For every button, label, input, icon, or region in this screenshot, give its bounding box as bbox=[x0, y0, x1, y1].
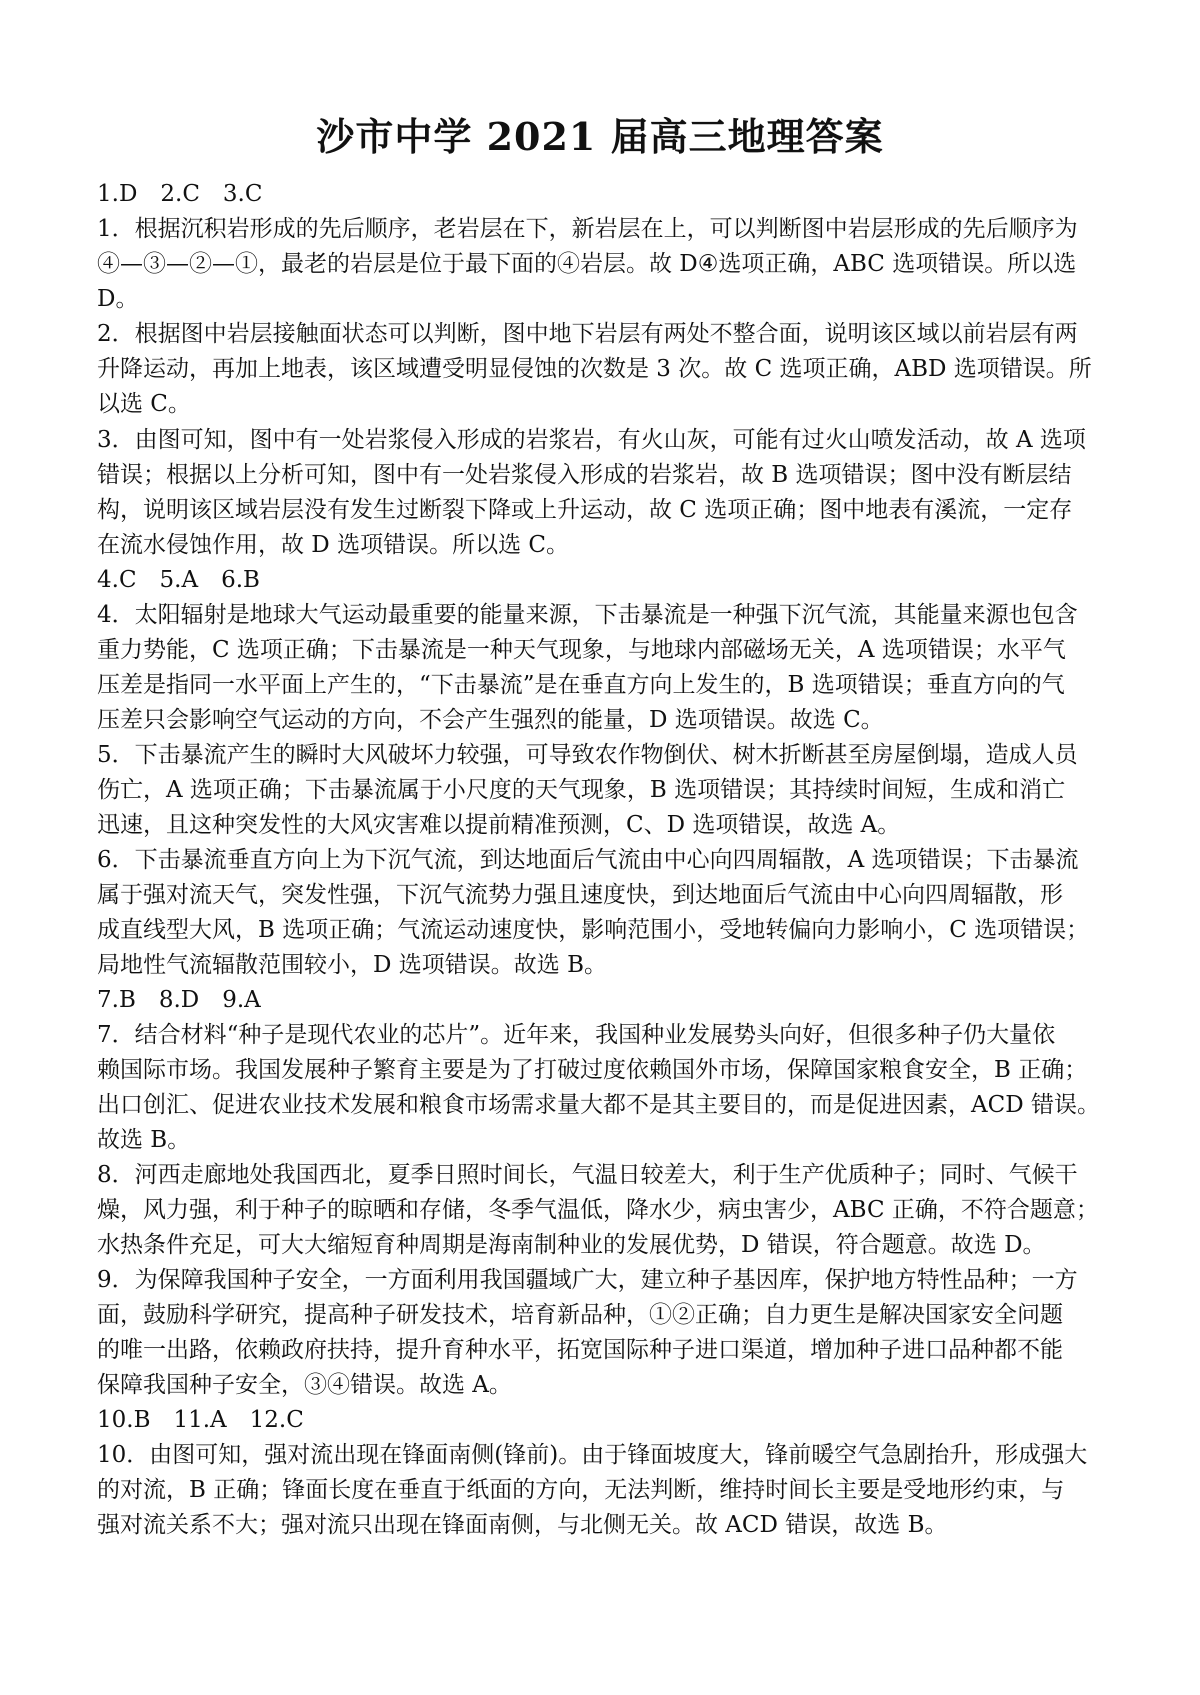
explanation-line: 面，鼓励科学研究，提高种子研发技术，培育新品种，①②正确；自力更生是解决国家安全问题 bbox=[97, 1302, 1063, 1328]
answer-key-line: 7.B 8.D 9.A bbox=[97, 987, 261, 1013]
explanation-line: 压差只会影响空气运动的方向，不会产生强烈的能量，D 选项错误。故选 C。 bbox=[97, 707, 884, 733]
explanation-line: 伤亡，A 选项正确；下击暴流属于小尺度的天气现象，B 选项错误；其持续时间短，生成和消亡 bbox=[97, 777, 1066, 803]
explanation-line: 以选 C。 bbox=[97, 391, 191, 417]
explanation-line: 2．根据图中岩层接触面状态可以判断，图中地下岩层有两处不整合面，说明该区域以前岩层有两 bbox=[97, 321, 1078, 347]
explanation-line: 重力势能，C 选项正确；下击暴流是一种天气现象，与地球内部磁场无关，A 选项错误；水平气 bbox=[97, 637, 1066, 663]
explanation-line: 赖国际市场。我国发展种子繁育主要是为了打破过度依赖国外市场，保障国家粮食安全，B 正确； bbox=[97, 1057, 1088, 1083]
explanation-line: ④—③—②—①，最老的岩层是位于最下面的④岩层。故 D④选项正确，ABC 选项错误。所以选 bbox=[97, 251, 1077, 277]
explanation-line: 属于强对流天气，突发性强，下沉气流势力强且速度快，到达地面后气流由中心向四周辐散，形 bbox=[97, 882, 1063, 908]
explanation-line: 故选 B。 bbox=[97, 1127, 191, 1153]
explanation-line: 强对流关系不大；强对流只出现在锋面南侧，与北侧无关。故 ACD 错误，故选 B。 bbox=[97, 1512, 948, 1538]
answer-key-line: 10.B 11.A 12.C bbox=[97, 1407, 304, 1433]
explanation-line: 9．为保障我国种子安全，一方面利用我国疆域广大，建立种子基因库，保护地方特性品种；一方 bbox=[97, 1267, 1078, 1293]
explanation-line: 迅速，且这种突发性的大风灾害难以提前精准预测，C、D 选项错误，故选 A。 bbox=[97, 812, 901, 838]
explanation-line: 的对流，B 正确；锋面长度在垂直于纸面的方向，无法判断，维持时间长主要是受地形约束，与 bbox=[97, 1477, 1065, 1503]
explanation-line: 出口创汇、促进农业技术发展和粮食市场需求量大都不是其主要目的，而是促进因素，ACD 错误。 bbox=[97, 1092, 1100, 1118]
answer-key-line: 1.D 2.C 3.C bbox=[97, 181, 263, 207]
explanation-line: D。 bbox=[97, 286, 139, 312]
explanation-line: 压差是指同一水平面上产生的，“下击暴流”是在垂直方向上发生的，B 选项错误；垂直方向的气 bbox=[97, 672, 1065, 698]
document-title: 沙市中学 2021 届高三地理答案 bbox=[316, 114, 884, 159]
explanation-line: 局地性气流辐散范围较小，D 选项错误。故选 B。 bbox=[97, 952, 607, 978]
explanation-line: 8．河西走廊地处我国西北，夏季日照时间长，气温日较差大，利于生产优质种子；同时、气候干 bbox=[97, 1162, 1078, 1188]
explanation-line: 7．结合材料“种子是现代农业的芯片”。近年来，我国种业发展势头向好，但很多种子仍大量依 bbox=[97, 1022, 1056, 1048]
explanation-line: 升降运动，再加上地表，该区域遭受明显侵蚀的次数是 3 次。故 C 选项正确，ABD 选项错误。所 bbox=[97, 356, 1092, 382]
explanation-line: 5．下击暴流产生的瞬时大风破坏力较强，可导致农作物倒伏、树木折断甚至房屋倒塌，造成人员 bbox=[97, 742, 1078, 768]
explanation-line: 成直线型大风，B 选项正确；气流运动速度快，影响范围小，受地转偏向力影响小，C 选项错误； bbox=[97, 917, 1090, 943]
explanation-line: 水热条件充足，可大大缩短育种周期是海南制种业的发展优势，D 错误，符合题意。故选 D。 bbox=[97, 1232, 1046, 1258]
explanation-line: 保障我国种子安全，③④错误。故选 A。 bbox=[97, 1372, 512, 1398]
explanation-line: 错误；根据以上分析可知，图中有一处岩浆侵入形成的岩浆岩，故 B 选项错误；图中没有断层结 bbox=[97, 462, 1072, 488]
explanation-line: 构，说明该区域岩层没有发生过断裂下降或上升运动，故 C 选项正确；图中地表有溪流，一定存 bbox=[97, 497, 1073, 523]
explanation-line: 6．下击暴流垂直方向上为下沉气流，到达地面后气流由中心向四周辐散，A 选项错误；下击暴流 bbox=[97, 847, 1079, 873]
explanation-line: 1．根据沉积岩形成的先后顺序，老岩层在下，新岩层在上，可以判断图中岩层形成的先后顺序为 bbox=[97, 216, 1078, 242]
explanation-line: 的唯一出路，依赖政府扶持，提升育种水平，拓宽国际种子进口渠道，增加种子进口品种都不能 bbox=[97, 1337, 1063, 1363]
explanation-line: 10．由图可知，强对流出现在锋面南侧(锋前)。由于锋面坡度大，锋前暖空气急剧抬升，形成强大 bbox=[97, 1442, 1088, 1468]
explanation-line: 4．太阳辐射是地球大气运动最重要的能量来源，下击暴流是一种强下沉气流，其能量来源也包含 bbox=[97, 602, 1078, 628]
explanation-line: 3．由图可知，图中有一处岩浆侵入形成的岩浆岩，有火山灰，可能有过火山喷发活动，故 A 选项 bbox=[97, 427, 1086, 453]
explanation-line: 燥，风力强，利于种子的晾晒和存储，冬季气温低，降水少，病虫害少，ABC 正确，不符合题意； bbox=[97, 1197, 1099, 1223]
answer-key-line: 4.C 5.A 6.B bbox=[97, 567, 260, 593]
explanation-line: 在流水侵蚀作用，故 D 选项错误。所以选 C。 bbox=[97, 532, 569, 558]
